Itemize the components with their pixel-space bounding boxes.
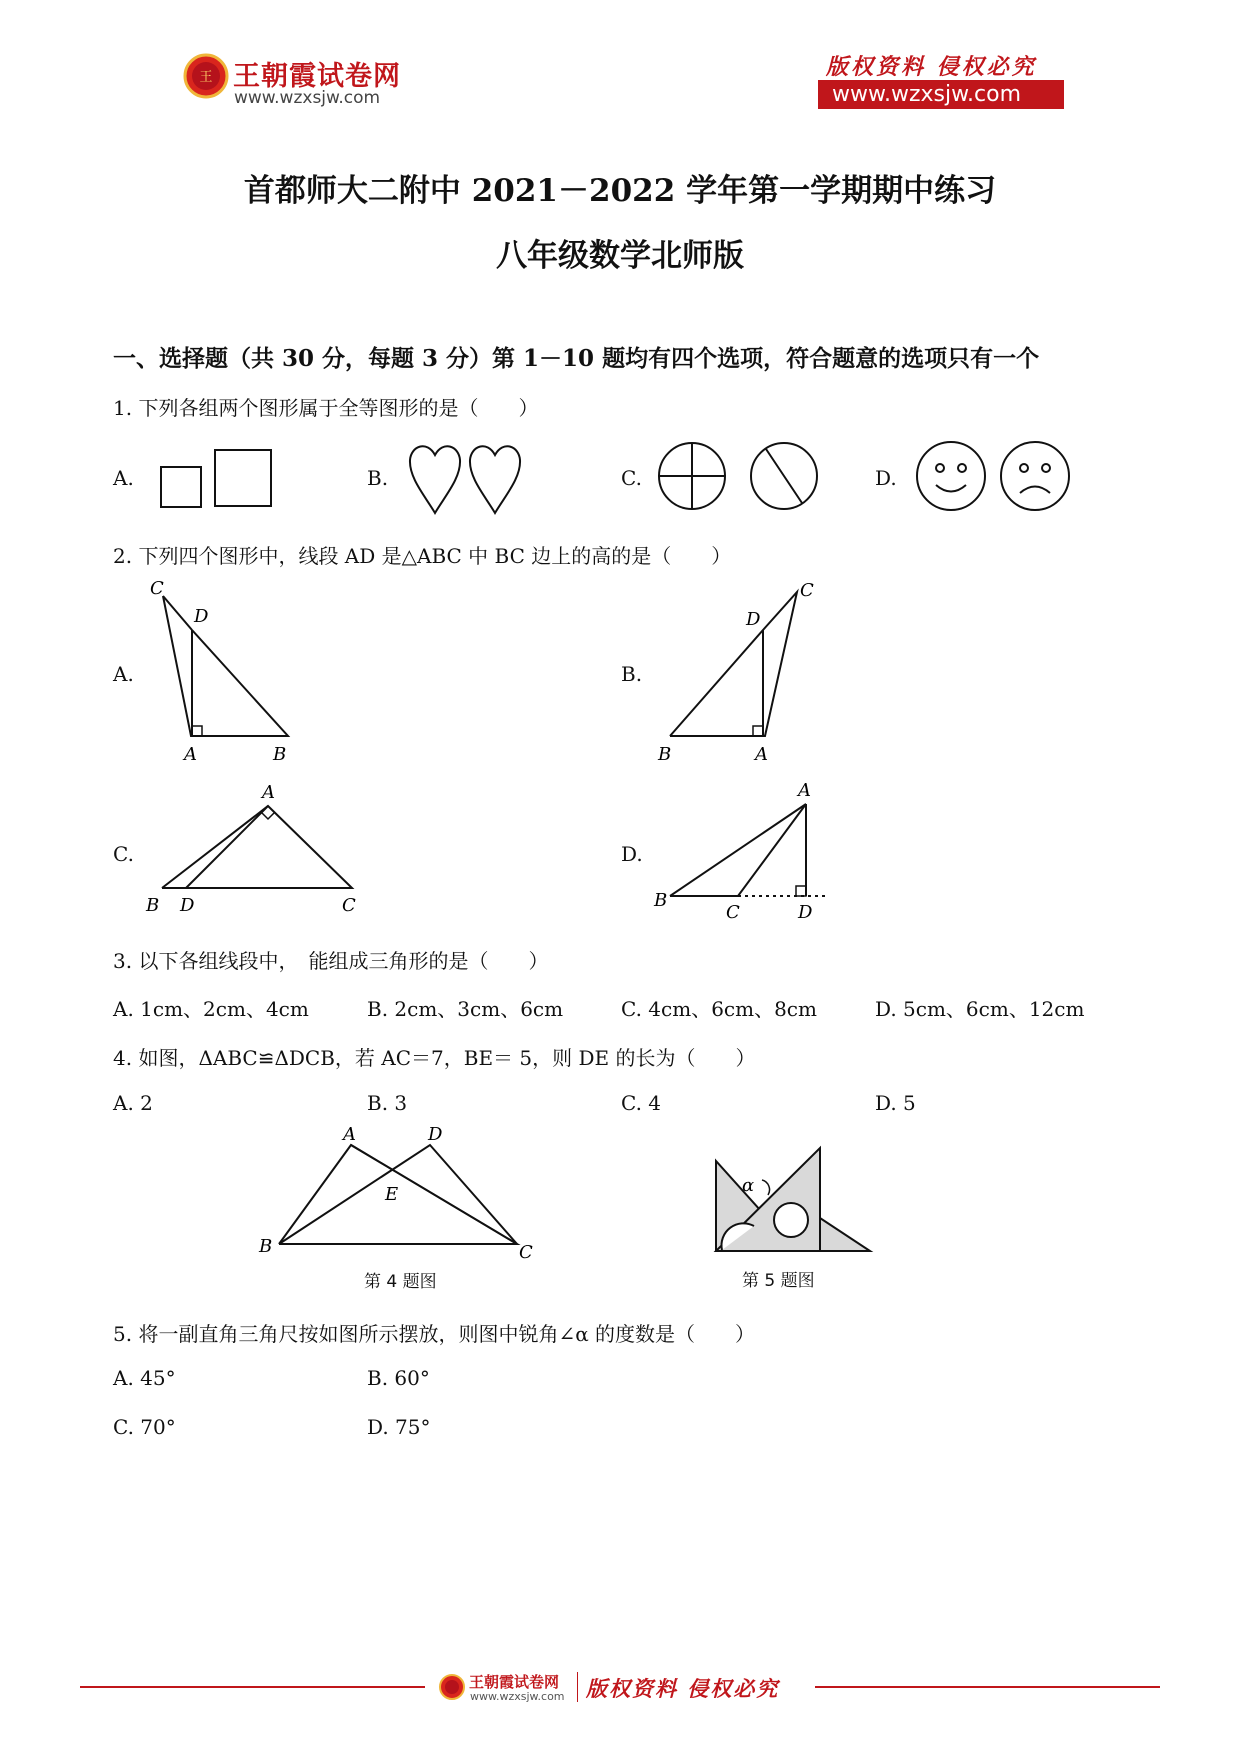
q2b-label-b: B bbox=[658, 744, 672, 765]
q4-option-b[interactable]: B. 3 bbox=[367, 1091, 408, 1115]
q4-option-a[interactable]: A. 2 bbox=[113, 1091, 153, 1115]
q2b-label-d: D bbox=[746, 609, 761, 630]
q2c-label-c: C bbox=[342, 895, 356, 913]
q4-label-c: C bbox=[519, 1242, 533, 1263]
question-5: 5. 将一副直角三角尺按如图所示摆放，则图中锐角∠α 的度数是（ ） bbox=[113, 1322, 756, 1346]
footer-logo-name: 王朝霞试卷网 bbox=[469, 1673, 560, 1691]
question-4: 4. 如图，ΔABC≌ΔDCB，若 AC＝7，BE＝ 5，则 DE 的长为（ ） bbox=[113, 1046, 756, 1070]
q1-figure-hearts bbox=[405, 438, 530, 518]
q2-option-c[interactable]: C. bbox=[113, 842, 134, 866]
q1-figure-faces bbox=[914, 438, 1072, 514]
footer-copyright: 版权资料 侵权必究 bbox=[586, 1676, 780, 1701]
q2c-label-d: D bbox=[180, 895, 195, 913]
q5-option-c[interactable]: C. 70° bbox=[113, 1415, 176, 1439]
q3-option-b[interactable]: B. 2cm、3cm、6cm bbox=[367, 997, 564, 1021]
q3-option-d[interactable]: D. 5cm、6cm、12cm bbox=[875, 997, 1085, 1021]
q2d-label-d: D bbox=[798, 902, 813, 923]
page-title: 首都师大二附中 2021－2022 学年第一学期期中练习 bbox=[243, 173, 997, 209]
q1-option-d[interactable]: D. bbox=[875, 466, 897, 490]
q2-figure-b bbox=[650, 570, 830, 765]
q1-option-a[interactable]: A. bbox=[113, 466, 134, 490]
q4-option-d[interactable]: D. 5 bbox=[875, 1091, 916, 1115]
q2-option-d[interactable]: D. bbox=[621, 842, 643, 866]
q2d-label-c: C bbox=[726, 902, 740, 923]
q4-figure-caption: 第 4 题图 bbox=[364, 1272, 437, 1292]
q3-option-c[interactable]: C. 4cm、6cm、8cm bbox=[621, 997, 817, 1021]
q5-figure-caption: 第 5 题图 bbox=[742, 1271, 815, 1291]
footer-logo-badge-icon bbox=[438, 1673, 466, 1701]
q2-figure-c bbox=[140, 778, 370, 913]
q2a-label-d: D bbox=[194, 606, 209, 627]
page-subtitle: 八年级数学北师版 bbox=[496, 238, 744, 274]
question-3: 3. 以下各组线段中， 能组成三角形的是（ ） bbox=[113, 949, 549, 973]
q2-figure-d bbox=[650, 778, 830, 923]
q5-label-alpha: α bbox=[742, 1175, 755, 1196]
header-copyright: 版权资料 侵权必究 bbox=[826, 54, 1037, 80]
footer-logo bbox=[438, 1673, 466, 1701]
q2-option-a[interactable]: A. bbox=[113, 662, 134, 686]
q4-label-b: B bbox=[259, 1236, 273, 1257]
q2c-label-b: B bbox=[146, 895, 160, 913]
q2-option-b[interactable]: B. bbox=[621, 662, 643, 686]
q2a-label-a: A bbox=[184, 744, 197, 765]
q2a-label-b: B bbox=[273, 744, 287, 765]
q5-option-d[interactable]: D. 75° bbox=[367, 1415, 431, 1439]
question-2: 2. 下列四个图形中，线段 AD 是△ABC 中 BC 边上的高的是（ ） bbox=[113, 544, 732, 568]
q2c-label-a: A bbox=[262, 782, 275, 803]
q1-figure-squares bbox=[155, 445, 275, 510]
footer-line-left bbox=[80, 1686, 425, 1688]
header-logo-url[interactable]: www.wzxsjw.com bbox=[234, 88, 381, 108]
q4-label-e: E bbox=[385, 1184, 399, 1205]
q1-option-b[interactable]: B. bbox=[367, 466, 389, 490]
q2d-label-b: B bbox=[654, 890, 668, 911]
header-copyright-url[interactable]: www.wzxsjw.com bbox=[818, 80, 1064, 109]
q2d-label-a: A bbox=[798, 780, 811, 801]
q2b-label-c: C bbox=[800, 580, 814, 601]
q5-option-b[interactable]: B. 60° bbox=[367, 1366, 430, 1390]
question-1: 1. 下列各组两个图形属于全等图形的是（ ） bbox=[113, 396, 539, 420]
q4-label-d: D bbox=[428, 1124, 443, 1145]
q4-label-a: A bbox=[343, 1124, 356, 1145]
q2-figure-a bbox=[140, 570, 305, 765]
q5-figure bbox=[712, 1140, 877, 1260]
q2b-label-a: A bbox=[755, 744, 768, 765]
svg-text:王: 王 bbox=[199, 70, 213, 85]
section-heading: 一、选择题（共 30 分，每题 3 分）第 1－10 题均有四个选项，符合题意的选项只有一个 bbox=[113, 345, 1040, 372]
q4-option-c[interactable]: C. 4 bbox=[621, 1091, 662, 1115]
q2a-label-c: C bbox=[150, 578, 164, 599]
header-logo bbox=[182, 52, 230, 100]
logo-badge-icon bbox=[182, 52, 230, 100]
footer-line-right bbox=[815, 1686, 1160, 1688]
q1-figure-circles bbox=[656, 440, 826, 515]
footer-logo-url[interactable]: www.wzxsjw.com bbox=[470, 1690, 565, 1703]
q3-option-a[interactable]: A. 1cm、2cm、4cm bbox=[113, 997, 309, 1021]
q1-option-c[interactable]: C. bbox=[621, 466, 642, 490]
header-logo-name: 王朝霞试卷网 bbox=[233, 61, 401, 92]
footer-divider bbox=[577, 1672, 578, 1702]
q5-option-a[interactable]: A. 45° bbox=[113, 1366, 176, 1390]
